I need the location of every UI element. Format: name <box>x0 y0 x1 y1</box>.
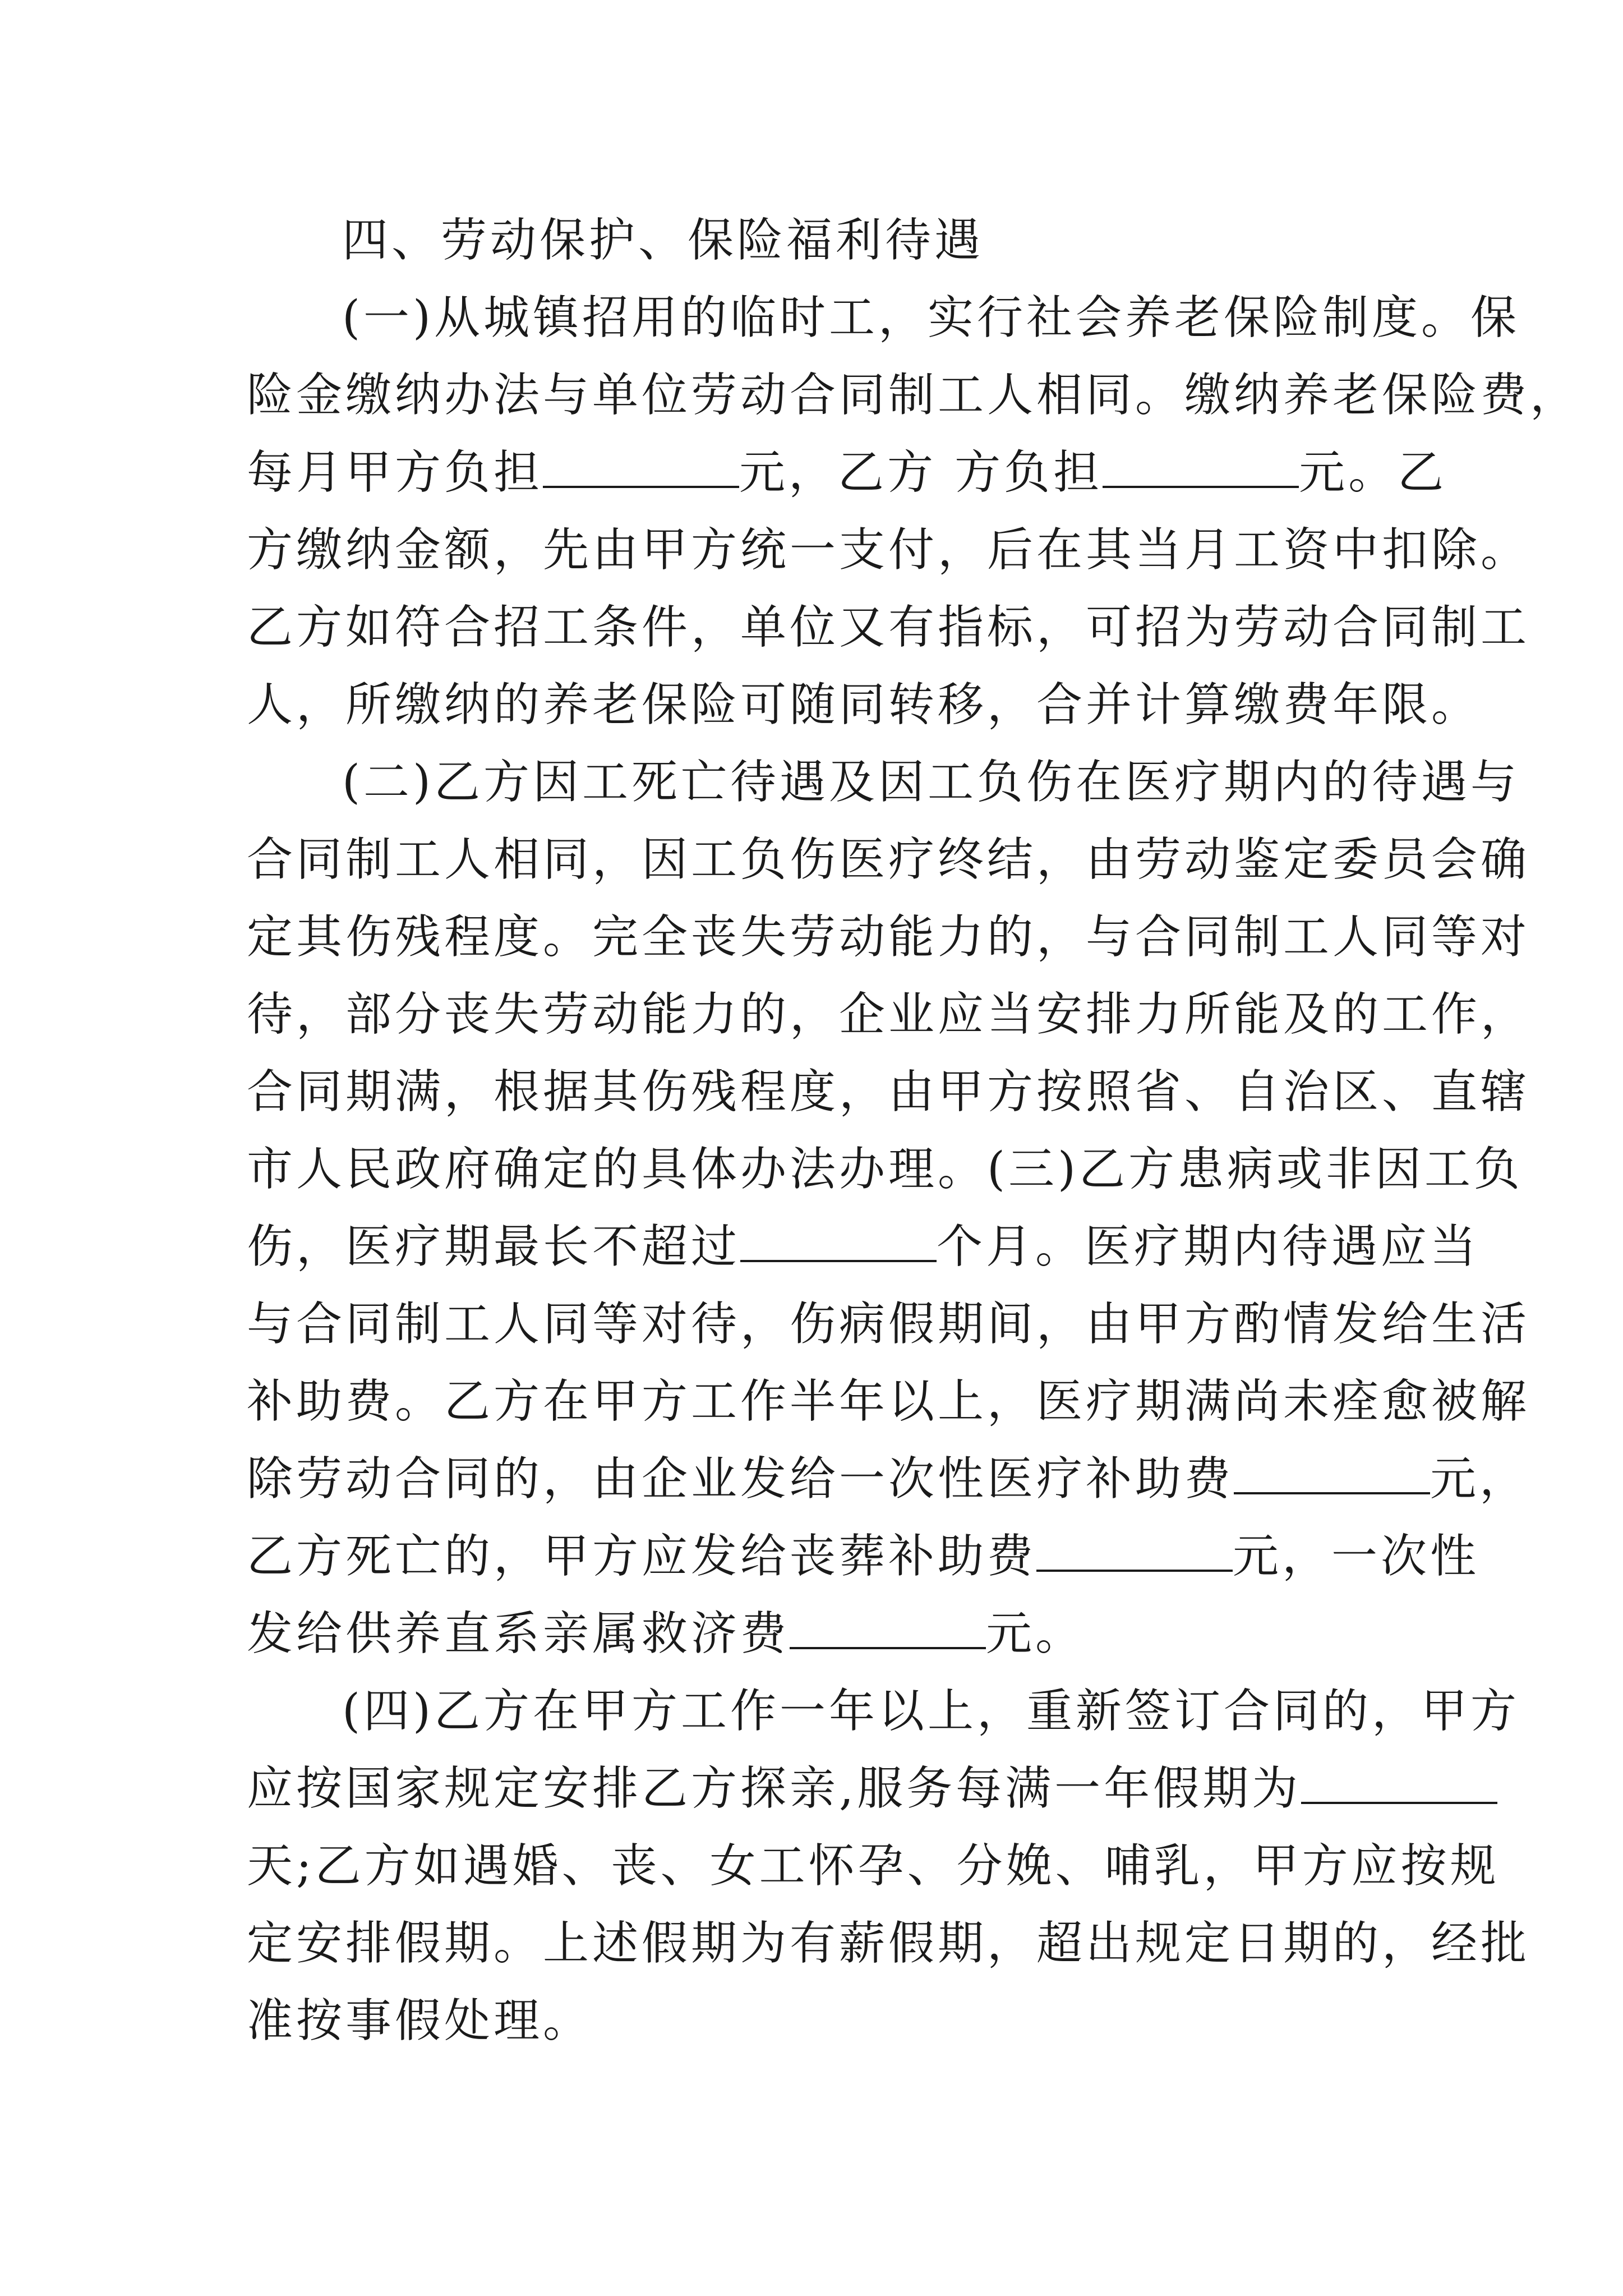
text-segment: 准按事假处理。 <box>247 1994 593 2047</box>
text-segment: 发给供养直系亲属救济费 <box>247 1607 790 1660</box>
text-segment: 乙方死亡的，甲方应发给丧葬补助费 <box>247 1530 1037 1583</box>
fill-in-blank <box>1103 482 1299 488</box>
paragraph-3-line <box>247 1982 1419 2060</box>
text-segment: 市人民政府确定的具体办法办理。(三)乙方患病或非因工负 <box>247 1143 1523 1196</box>
paragraph-3-line <box>247 1828 1500 1905</box>
text-segment: 天;乙方如遇婚、丧、女工怀孕、分娩、哺乳，甲方应按规 <box>247 1839 1500 1893</box>
paragraph-1-line <box>247 666 1481 744</box>
paragraph-2-line <box>247 1441 1529 1518</box>
text-segment: 合同制工人相同，因工负伤医疗终结，由劳动鉴定委员会确 <box>247 833 1530 886</box>
text-segment: 合同期满，根据其伤残程度，由甲方按照省、自治区、直辖 <box>247 1065 1530 1119</box>
text-segment: 元。 <box>986 1607 1085 1660</box>
fill-in-blank <box>1234 1489 1430 1494</box>
fill-in-blank <box>740 1257 937 1262</box>
text-segment: 个月。医疗期内待遇应当 <box>937 1220 1480 1273</box>
text-segment: 定其伤残程度。完全丧失劳动能力的，与合同制工人同等对 <box>247 910 1530 964</box>
text-segment: 待，部分丧失劳动能力的，企业应当安排力所能及的工作， <box>247 988 1530 1041</box>
text-segment: 元，一次性 <box>1233 1530 1480 1583</box>
text-segment: 伤，医疗期最长不超过 <box>247 1220 741 1273</box>
paragraph-1-line <box>247 434 1447 512</box>
paragraph-2-line <box>247 821 1530 899</box>
text-segment: 方缴纳金额，先由甲方统一支付，后在其当月工资中扣除。 <box>247 523 1530 577</box>
section-heading <box>247 202 1419 279</box>
paragraph-3-line <box>247 1905 1530 1982</box>
fill-in-blank <box>790 1644 986 1649</box>
text-segment: 每月甲方负担 <box>247 446 543 499</box>
paragraph-2-line <box>247 899 1530 976</box>
paragraph-2-line <box>247 1208 1480 1286</box>
fill-in-blank <box>1301 1798 1497 1804</box>
paragraph-2-line <box>247 1518 1480 1595</box>
paragraph-2-line <box>247 1363 1530 1441</box>
paragraph-2-line <box>247 1595 1419 1673</box>
paragraph-2-line <box>247 976 1530 1053</box>
text-segment: 险金缴纳办法与单位劳动合同制工人相同。缴纳养老保险费， <box>247 369 1580 422</box>
text-segment: 乙方如符合招工条件，单位又有指标，可招为劳动合同制工 <box>247 601 1530 654</box>
section-heading-text: 四、劳动保护、保险福利待遇 <box>342 214 984 267</box>
paragraph-1-line <box>247 512 1530 589</box>
paragraph-2-line <box>247 1053 1530 1131</box>
text-segment: 除劳动合同的，由企业发给一次性医疗补助费 <box>247 1452 1234 1506</box>
text-segment: 元，乙方 方负担 <box>739 446 1103 499</box>
paragraph-3-line <box>247 1750 1419 1828</box>
paragraph-2-line <box>247 744 1520 821</box>
text-segment: 元。乙 <box>1299 446 1447 499</box>
text-segment: (四)乙方在甲方工作一年以上，重新签订合同的，甲方 <box>342 1685 1520 1738</box>
paragraph-1-line <box>247 589 1530 666</box>
text-segment: 应按国家规定安排乙方探亲,服务每满一年假期为 <box>247 1762 1302 1815</box>
paragraph-2-line <box>247 1131 1523 1208</box>
text-segment: (一)从城镇招用的临时工，实行社会养老保险制度。保 <box>342 291 1520 344</box>
fill-in-blank <box>1036 1566 1233 1572</box>
text-segment: 元， <box>1430 1452 1529 1506</box>
paragraph-1-line <box>247 357 1580 434</box>
paragraph-1-line <box>247 279 1520 357</box>
text-segment: 与合同制工人同等对待，伤病假期间，由甲方酌情发给生活 <box>247 1297 1530 1351</box>
paragraph-2-line <box>247 1286 1530 1363</box>
text-segment: 人，所缴纳的养老保险可随同转移，合并计算缴费年限。 <box>247 678 1481 731</box>
paragraph-3-line <box>247 1673 1520 1750</box>
text-segment: (二)乙方因工死亡待遇及因工负伤在医疗期内的待遇与 <box>342 756 1520 809</box>
text-segment: 定安排假期。上述假期为有薪假期，超出规定日期的，经批 <box>247 1917 1530 1970</box>
document-body <box>247 202 1580 2060</box>
text-segment: 补助费。乙方在甲方工作半年以上，医疗期满尚未痊愈被解 <box>247 1375 1530 1428</box>
fill-in-blank <box>543 482 739 488</box>
